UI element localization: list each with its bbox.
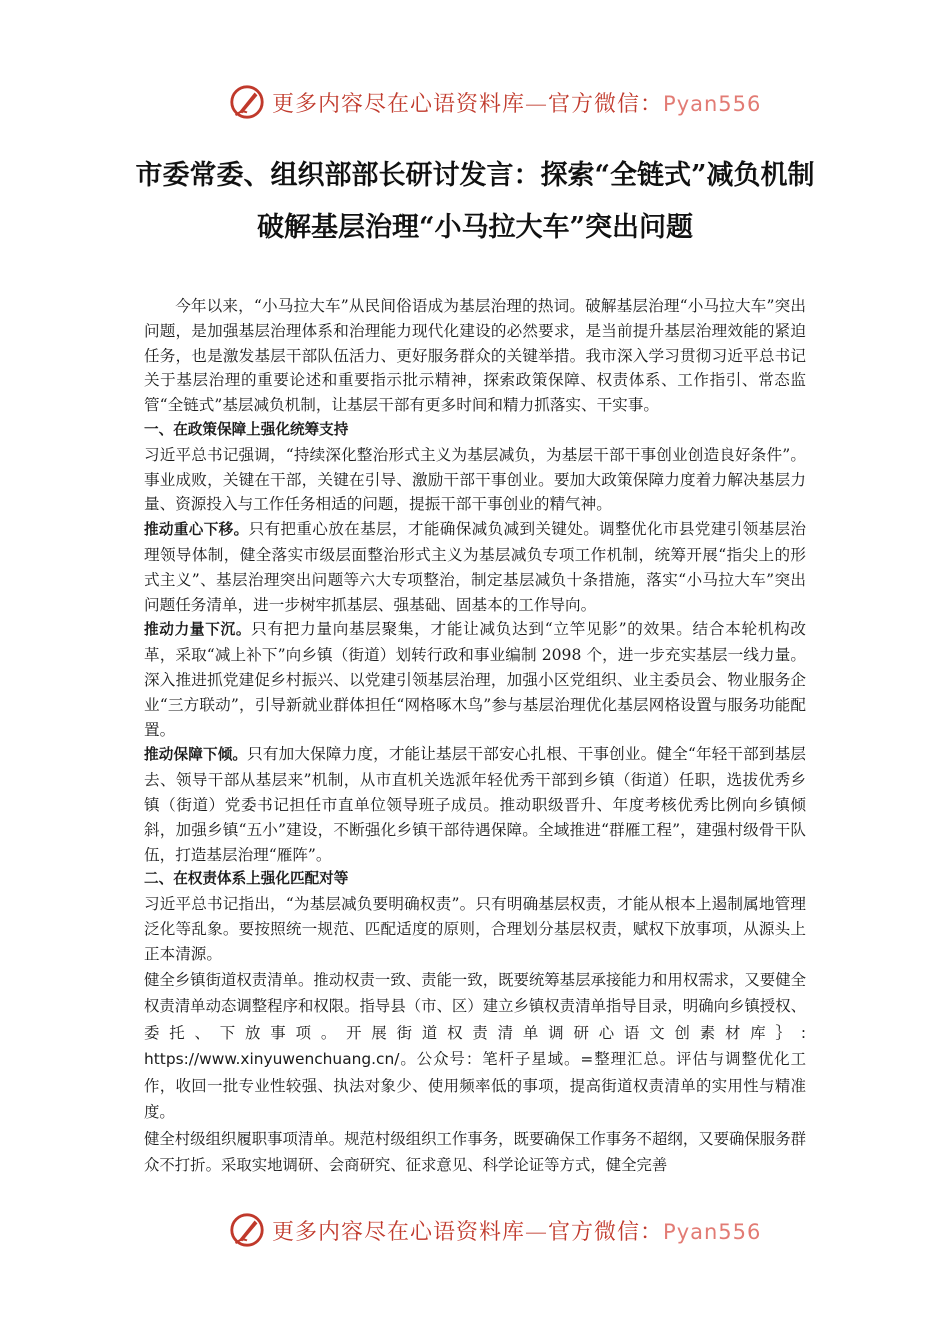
- intro-paragraph: 今年以来，“小马拉大车”从民间俗语成为基层治理的热词。破解基层治理“小马拉大车”突出问题，是加强基层治理体系和治理能力现代化建设的必然要求，是当前提升基层治理效能的紧迫任务，也是激发基层干部队伍活力、更好服务群众的关键举措。我市深入学习贯彻习近平总书记关于基层治理的重要论述和重要指示批示精神，探索政策保障、权责体系、工作指引、常态监管“全链式”基层减负机制，让基层干部有更多时间和精力抓落实、干实事。: [144, 297, 806, 415]
- header-banner: [228, 82, 762, 122]
- banner-brand: Pyan556: [663, 91, 762, 116]
- banner-brand: Pyan556: [663, 1219, 762, 1244]
- section-2-intro: 习近平总书记指出，“为基层减负要明确权责”。只有明确基层权责，才能从根本上遏制属地管理泛化等乱象。要按照统一规范、匹配适度的原则，合理划分基层权责，赋权下放事项，从源头上正本清源。: [144, 895, 806, 963]
- footer-banner: [228, 1210, 762, 1250]
- banner-separator: —: [525, 1219, 549, 1245]
- pen-logo-icon: [228, 83, 266, 121]
- banner-label: 官方微信：: [548, 1219, 664, 1245]
- lead-phrase: 推动力量下沉。: [144, 621, 252, 639]
- section-2-heading: 二、在权责体系上强化匹配对等: [144, 870, 349, 888]
- lead-phrase: 推动保障下倾。: [144, 746, 248, 764]
- section-2-paragraph-1: 健全乡镇街道权责清单。推动权责一致、责能一致，既要统筹基层承接能力和用权需求，又要健全权责清单动态调整程序和权限。指导县（市、区）建立乡镇权责清单指导目录，明确向乡镇授权、委托、下放事项。开展街道权责清单调研心语文创素材库｝: https://www.xinyuwenchuang.cn/。公众号：笔杆子星域。=整理汇总。评估与调整优化工作，收回一批专业性较强、执法对象少、使用频率低的事项，提高街道权责清单的实用性与精准度。: [144, 970, 806, 1122]
- section-1-heading: 一、在政策保障上强化统筹支持: [144, 420, 349, 438]
- banner-main-text: 更多内容尽在心语资料库: [272, 1219, 526, 1245]
- document-body: [144, 294, 806, 1179]
- banner-main-text: 更多内容尽在心语资料库: [272, 91, 526, 117]
- section-1-paragraph-3: [144, 742, 806, 867]
- banner-separator: —: [525, 91, 549, 117]
- document-title: 市委常委、组织部部长研讨发言：探索“全链式”减负机制 破解基层治理“小马拉大车”突出问题: [135, 160, 842, 243]
- banner-text: [272, 87, 761, 118]
- section-1-paragraph-1: [144, 517, 806, 617]
- paragraph-text: 只有加大保障力度，才能让基层干部安心扎根、干事创业。健全“年轻干部到基层去、领导干部从基层来”机制，从市直机关选派年轻优秀干部到乡镇（街道）任职，选拔优秀乡镇（街道）党委书记担任市直单位领导班子成员。推动职级晋升、年度考核优秀比例向乡镇倾斜，加强乡镇“五小”建设，不断强化乡镇干部待遇保障。全域推进“群雁工程”，建强村级骨干队伍，打造基层治理“雁阵”。: [144, 745, 806, 864]
- section-1-intro: 习近平总书记强调，“持续深化整治形式主义为基层减负，为基层干部干事创业创造良好条件”。事业成败，关键在干部，关键在引导、激励干部干事创业。要加大政策保障力度着力解决基层力量、资源投入与工作任务相适的问题，提振干部干事创业的精气神。: [144, 445, 806, 514]
- paragraph-text: 只有把重心放在基层，才能确保减负减到关键处。调整优化市县党建引领基层治理领导体制，健全落实市级层面整治形式主义为基层减负专项工作机制，统筹开展“指尖上的形式主义”、基层治理突出问题等六大专项整治，制定基层减负十条措施，落实“小马拉大车”突出问题任务清单，进一步树牢抓基层、强基础、固基本的工作导向。: [144, 520, 806, 614]
- banner-text: [272, 1215, 761, 1246]
- section-1-paragraph-2: [144, 617, 806, 742]
- section-2-paragraph-2: 健全村级组织履职事项清单。规范村级组织工作事务，既要确保工作事务不超纲，又要确保服务群众不打折。采取实地调研、会商研究、征求意见、科学论证等方式，健全完善: [144, 1129, 806, 1175]
- banner-label: 官方微信：: [548, 91, 664, 117]
- paragraph-text: 只有把力量向基层聚集，才能让减负达到“立竿见影”的效果。结合本轮机构改革，采取“减上补下”向乡镇（街道）划转行政和事业编制 2098 个，进一步充实基层一线力量。深入推进抓党建促乡村振兴、以党建引领基层治理，加强小区党组织、业主委员会、物业服务企业“三方联动”，引导新就业群体担任“网格啄木鸟”参与基层治理优化基层网格设置与服务功能配置。: [144, 620, 806, 739]
- lead-phrase: 推动重心下移。: [144, 521, 249, 539]
- pen-logo-icon: [228, 1211, 266, 1249]
